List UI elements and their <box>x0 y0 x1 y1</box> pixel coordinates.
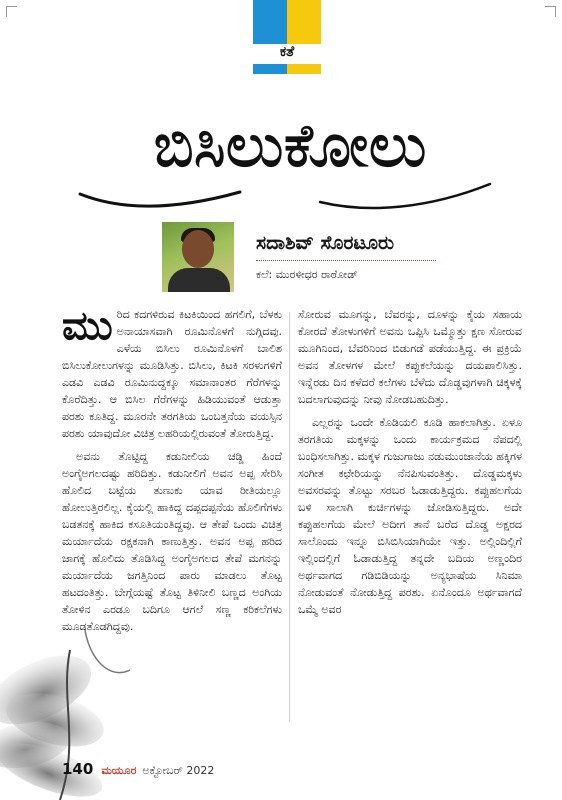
author-byline <box>150 222 440 292</box>
byline-divider <box>256 260 436 261</box>
body-column-left <box>62 303 282 641</box>
body-paragraph-text: ರಿದ ಕದಗಳಿರುವ ಕಿಟಕಿಯಿಂದ ಹಗಲಿಗೆ, ಬೆಳಕು ಅನಾಯಾಸವಾಗಿ ರೂಮಿನೊಳಗೆ ನುಗ್ಗಿದವು. ಎಳೆಯ ಬಿಸಿಲು ರೂಮಿನೊಳಗೆ ಬಾಲಿಶ ಬಿಸಿಲುಕೋಲುಗಳನ್ನು ಮೂಡಿಸಿತ್ತು. ಬಿಸಿಲು, ಕಿಟಕಿ ಸರಳುಗಳಿಗೆ ಎಡವಿ ಎಡವಿ ರೂಮಿನುದ್ದಕ್ಕೂ ಸಮಾನಾಂತರ ಗೆರೆಗಳನ್ನು ಕೊರೆದಿತ್ತು. ಆ ಬಿಸಿಲ ಗೆರೆಗಳನ್ನು ಹಿಡಿಯುವಂತೆ ಆಡುತ್ತಾ ಪರಶು ಕೂತಿದ್ದ. ಮೂರನೇ ತರಗತಿಯ ಒಂಬತ್ತನೆಯ ವಯಸ್ಸಿನ ಪರಶು ಯಾವುದೋ ವಿಚಿತ್ರ ಲಹರಿಯಲ್ಲಿರುವಂತೆ ತೋರುತ್ತಿದ್ದ. <box>62 308 282 440</box>
author-name: ಸದಾಶಿವ್ ಸೊರಟೂರು <box>256 232 395 254</box>
color-block-blue <box>253 0 287 44</box>
crop-mark <box>6 6 17 17</box>
drop-cap: ಮು <box>62 303 113 349</box>
body-paragraph <box>62 303 282 442</box>
illustrator-credit: ಕಲೆ: ಮುರಳೀಧರ ರಾಠೋಡ್ <box>256 268 358 281</box>
magazine-name: ಮಯೂರ <box>101 764 137 777</box>
story-title-calligraphy <box>70 74 510 224</box>
author-photo <box>162 222 234 292</box>
body-paragraph: ಎಲ್ಲರನ್ನು ಒಂದೇ ಕೊಡಿಯಲಿ ಕೂಡಿ ಹಾಕಲಾಗಿತ್ತು. ಏಳೂ ತರಗತಿಯ ಮಕ್ಕಳನ್ನು ಒಂದು ಕಾರ್ಯಕ್ರಮದ ನೆಪದಲ್ಲಿ ಬಂಧಿಸಲಾಗಿತ್ತು. ಮಕ್ಕಳ ಗುಜುಗಾಜು ನಡುಮುಂಜಾನೆಯ ಹಕ್ಕಿಗಳ ಸಂಗೀತ ಕಛೇರಿಯನ್ನು ನೆನಪಿಸುವಂತಿತ್ತು. ದೊಡ್ಡಮಕ್ಕಳು ಅವಸರವನ್ನು ತೊಟ್ಟು ಸರಬರ ಓಡಾಡುತ್ತಿದ್ದರು. ಕಪ್ಪುಹಲಗೆಯ ಬಳಿ ಸಾಲಾಗಿ ಕುರ್ಚಿಗಳನ್ನು ಜೋಡಿಸುತ್ತಿದ್ದರು. ಅದೇ ಕಪ್ಪುಹಲಗೆಯ ಮೇಲೆ ಅದೀಗ ತಾನೆ ಬರೆದ ದೊಡ್ಡ ಅಕ್ಷರದ ಸಾಲೊಂದು ಇನ್ನೂ ಬಿಸಿಬಿಸಿಯಾಗಿಯೇ ಇತ್ತು. ಅಲ್ಲಿಂದಿಲ್ಲಿಗೆ ಇಲ್ಲಿಂದಲ್ಲಿಗೆ ಓಡಾಡುತ್ತಿದ್ದ ತನ್ನದೇ ಬದಿಯ ಅಣ್ಣಂದಿರ ಅರ್ಥವಾಗದ ಗಡಿಬಿಡಿಯನ್ನು ಅನ್ಯಭಾಷೆಯ ಸಿನಿಮಾ ನೋಡುವಂತೆ ನೋಡುತ್ತಿದ್ದ ಪರಶು. ಏನೊಂದೂ ಅರ್ಥವಾಗದೆ ಒಮ್ಮೆ ಅವರ <box>298 416 522 616</box>
body-column-right <box>298 306 522 624</box>
body-paragraph: ಸೋರುವ ಮೂಗನ್ನು, ಬೆವರನ್ನು, ದೂಳನ್ನು ಕೈಯ ಸಹಾಯ ಕೋರದೆ ತೋಳುಗಳಿಗೆ ಅವನು ಒಪ್ಪಿಸಿ ಒಮ್ಮೊತ್ತು ಕ್ಷಣ ಸೋರುವ ಮೂಗಿನಿಂದ, ಬೆವರಿನಿಂದ ಬಿಡುಗಡೆ ಪಡೆಯುತ್ತಿದ್ದ. ಈ ಪ್ರಕ್ರಿಯೆ ಅವನ ತೋಳಗಳ ಮೇಲೆ ಕಪ್ಪುಕಲೆಯನ್ನು ದಯಪಾಲಿಸಿತ್ತು. ಇನ್ನೆರಡು ದಿನ ಕಳೆದರೆ ಕಲೆಗಳು ಬೆಳೆದು ದೊಡ್ಡವುಗಳಾಗಿ ಚಿಕ್ಕಳಕ್ಕೆ ಬದಲಾಗುವುದನ್ನು ನೀವು ನೋಡಬಹುದಿತ್ತು. <box>298 308 522 406</box>
color-strip-blue <box>253 64 287 74</box>
page-footer <box>62 760 214 778</box>
page-number: 140 <box>62 760 94 778</box>
issue-date: ಅಕ್ಟೋಬರ್ 2022 <box>142 764 215 777</box>
body-paragraph: ಅವನು ತೊಟ್ಟಿದ್ದ ಕಡುನೀಲಿಯ ಚಡ್ಡಿ ಹಿಂದೆ ಅಂಗೈಅಗಲದಷ್ಟು ಹರಿದಿತ್ತು. ಕಡುನೀಲಿಗೆ ಅವನ ಅಪ್ಪ ಸೇರಿಸಿ ಹೊಲಿದ ಬಟ್ಟೆಯ ತುಣುಕು ಯಾವ ರೀತಿಯಲ್ಲೂ ಹೋಲುತ್ತಿರಲಿಲ್ಲ. ಕೈಯಲ್ಲಿ ಹಾಕಿದ್ದ ದಪ್ಪದಪ್ಪನೆಯ ಹೊಲಿಗೆಗಳು ಬಡತನಕ್ಕೆ ಹಾಕಿದ ಕಸೂತಿಯಂತಿದ್ದವು. ಆ ತೇಪೆ ಒಂದು ವಿಚಿತ್ರ ಮರ್ಯಾದೆಯ ರಕ್ಷಕನಾಗಿ ಕಾಣುತ್ತಿತ್ತು. ಅವನ ಅಪ್ಪ ಹರಿದ ಜಾಗಕ್ಕೆ ಹೊಲಿದು ತೊಡಿಸಿದ್ದ ಅಂಗೈಅಗಲದ ತೇಪೆ ಮಗನನ್ನು ಮರ್ಯಾದೆಯ ಜಗತ್ತಿನಿಂದ ಪಾರು ಮಾಡಲು ತೊಟ್ಟ ಹಟದಂತಿತ್ತು. ಬೇಗ್ಗೆಯಷ್ಟೆ ತೊಟ್ಟ ತಿಳಿನೀಲಿ ಬಣ್ಣದ ಅಂಗಿಯ ತೋಳಿನ ಎರಡೂ ಬದಿಗೂ ಆಗಲೆ ಸಣ್ಣ ಕರಿಕಲೆಗಳು ಮೂಡತೊಡಗಿದ್ದವು. <box>62 450 282 633</box>
crop-mark <box>545 6 556 17</box>
color-block-yellow <box>287 0 321 44</box>
color-strip-yellow <box>287 64 321 74</box>
column-divider <box>289 312 290 722</box>
story-title: ಬಿಸಿಲುಕೋಲು <box>153 111 427 181</box>
section-label: ಕತೆ <box>279 44 295 60</box>
